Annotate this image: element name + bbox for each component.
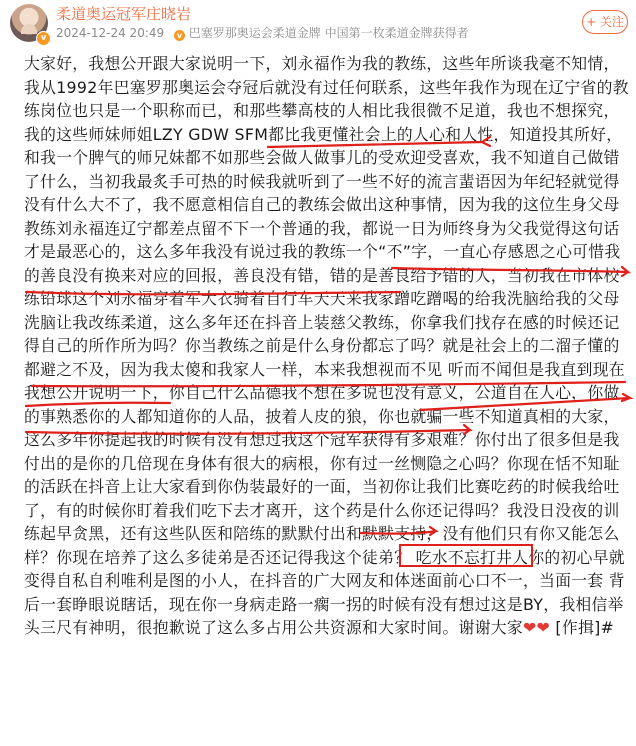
verification-text: 巴塞罗那奥运会柔道金牌 中国第一枚柔道金牌获得者 <box>188 26 469 40</box>
post-line: 得自己的所作所为吗？你当教练之前是什么身份都忘了吗？就是社会上的二溜子懂的 <box>24 336 620 355</box>
post-line: 这么多年你提起我的时候有没有想过我这个冠军获得有多艰难？你付出了很多但是我 <box>24 430 620 449</box>
post-line: 练岗位也只是一个职称而已，和那些攀高枝的人相比我很微不足道，我也不想探究， <box>24 101 620 120</box>
post-line: 样？你现在培养了这么多徒弟是否还记得我这个徒弟？ 吃水不忘打井人你的初心早就 <box>24 547 625 567</box>
post-meta <box>56 24 469 41</box>
post-line: 的事熟悉你的人都知道你的人品，披着人皮的狼，你也就骗一些不知道真相的大家， <box>24 406 620 426</box>
verified-mini-icon: v <box>174 30 185 41</box>
post-line: 变得自私自利唯利是图的小人，在抖音的广大网友和体迷面前心口不一，当面一套 背 <box>24 571 625 590</box>
post-line-text: 头三尺有神明，很抱歉说了这么多占用公共资源和大家时间。谢谢大家 <box>24 618 524 637</box>
post-line-last <box>24 616 624 640</box>
post-line: 和我一个脾气的师兄妹都不如那些会做人做事儿的受欢迎受喜欢，我不知道自己做错 <box>24 148 620 167</box>
post-line: 我的这些师妹师姐LZY GDW SFM都比我更懂社会上的人心和人性，知道投其所好， <box>24 124 623 144</box>
post-line: 付出的是你的几倍现在身体有很大的病根，你有过一丝恻隐之心吗？你现在恬不知耻 <box>24 453 620 473</box>
post-time: 2024-12-24 20:49 <box>56 26 165 40</box>
post-line: 才是最恶心的，这么多年我没有说过我的教练一个“不”字，一直心存感恩之心可惜我 <box>24 242 621 261</box>
post-line: 洗脑让我改练柔道，这么多年还在抖音上装慈父教练，你拿我们找存在感的时候还记 <box>24 312 620 332</box>
post-line: 的善良没有换来对应的回报，善良没有错，错的是善良给予错的人，当初我在市体校 <box>24 265 620 285</box>
post-line: 都避之不及，因为我太傻和我家人一样，本来我想视而不见 听而不闻但是我直到现在 <box>24 359 625 379</box>
post-line: 教练刘永福连辽宁都差点留不下一个普通的我，都说一日为师终身为父我觉得这句话 <box>24 218 620 238</box>
post-line: 后一套睁眼说瞎话，现在你一身病走路一瘸一拐的时候有没有想过这是BY，我相信举 <box>24 594 624 614</box>
post-line: 的活跃在抖音上让大家看到你伪装最好的一面，当初你让我们比赛吃药的时候我给吐 <box>24 477 620 496</box>
post-line: 没有什么大不了，我不愿意相信自己的教练会做出这种事情，因为我的这位生身父母 <box>24 195 620 214</box>
post-body <box>24 52 629 640</box>
hashtag-link[interactable]: [作揖]# <box>555 618 615 637</box>
verified-badge-icon: v <box>36 31 51 46</box>
heart-emoji: ❤❤ <box>523 618 551 637</box>
post-line: 练起早贪黑，还有这些队医和陪练的默默付出和默默支持，没有他们只有你又能怎么 <box>24 524 620 543</box>
post-line: 大家好，我想公开跟大家说明一下，刘永福作为我的教练，这些年所谈我毫不知情， <box>24 54 620 73</box>
follow-button[interactable]: + 关注 <box>582 10 628 34</box>
post-line: 我从1992年巴塞罗那奥运会夺冠后就没有过任何联系，这些年我作为现在辽宁省的教 <box>24 77 629 97</box>
post-line: 了什么，当初我最炙手可热的时候我就听到了一些不好的流言蜚语因为年纪轻就觉得 <box>24 171 620 191</box>
post-line: 我想公开说明一下，你自己什么品德我不想在多说也没有意义，公道自在人心，你做 <box>24 383 620 402</box>
post-line: 了，有的时候你盯着我们吃下去才离开，这个药是什么你还记得吗？我没日没夜的训 <box>24 500 620 520</box>
post-header <box>0 0 636 46</box>
post-line: 练铅球这个刘永福穿着军大衣骑着自行车天天来我家蹭吃蹭喝的给我洗脑给我的父母 <box>24 289 620 308</box>
user-name[interactable]: 柔道奥运冠军庄晓岩 <box>56 5 192 23</box>
